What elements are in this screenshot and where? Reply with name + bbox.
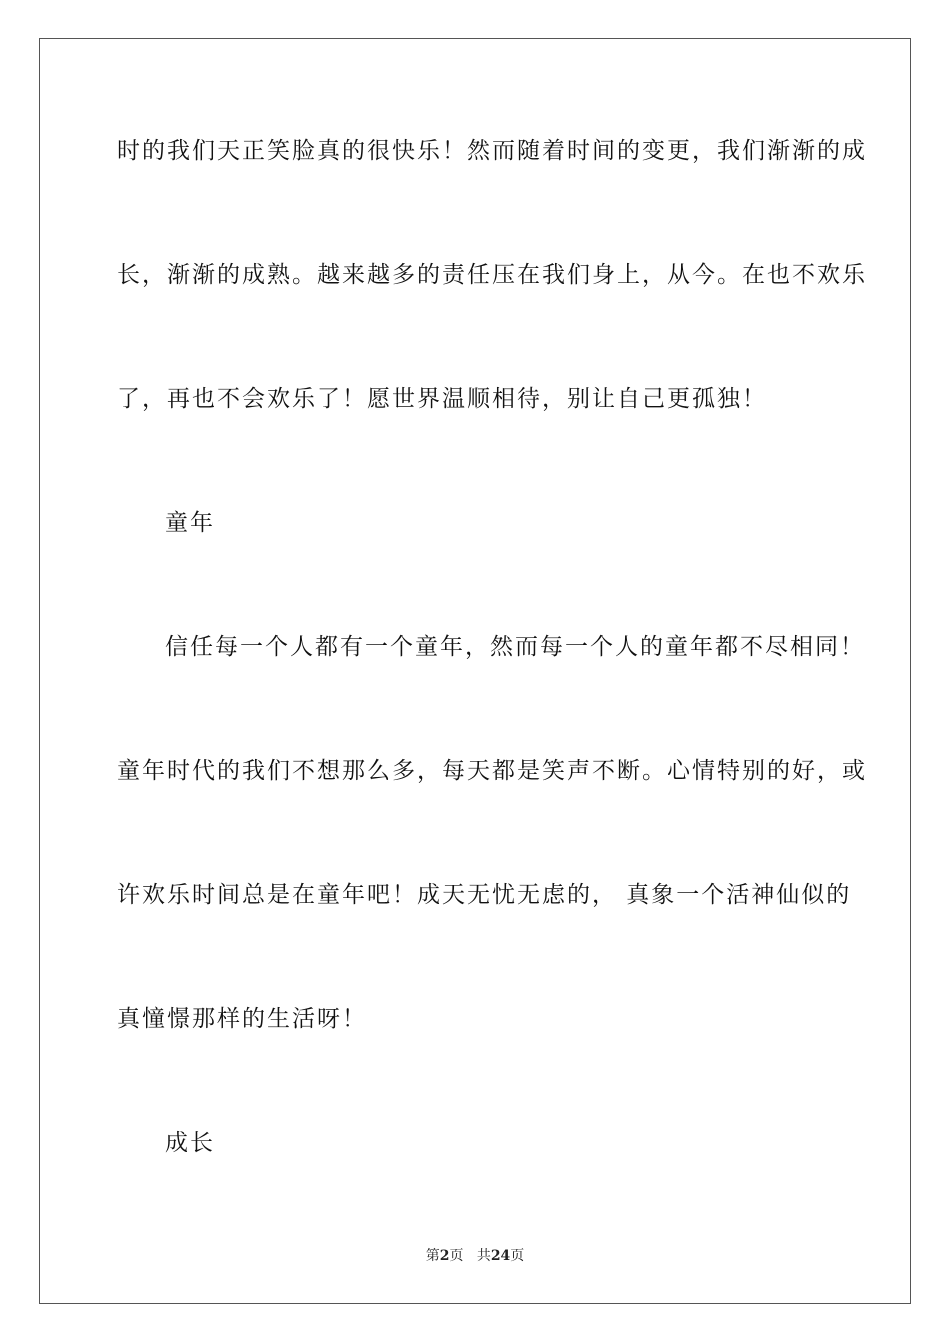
section-heading: 童年 [165,510,215,536]
total-pages: 24 [490,1248,511,1264]
body-text-line: 信任每一个人都有一个童年，然而每一个人的童年都不尽相同！ [165,634,865,660]
page-label-prefix: 第 [425,1248,440,1264]
body-text-line: 长，渐渐的成熟。越来越多的责任压在我们身上，从今。在也不欢乐 [117,262,867,288]
body-text-line: 真憧憬那样的生活呀！ [117,1006,367,1032]
total-label-prefix: 共 [476,1248,491,1264]
page-border [39,38,911,1304]
body-text-line: 了，再也不会欢乐了！愿世界温顺相待，别让自己更孤独！ [117,386,767,412]
total-label-suffix: 页 [510,1248,525,1264]
body-text-line: 童年时代的我们不想那么多，每天都是笑声不断。心情特别的好，或 [117,758,867,784]
page-number: 2 [439,1248,450,1264]
section-heading: 成长 [165,1130,215,1156]
body-text-line: 时的我们天正笑脸真的很快乐！然而随着时间的变更，我们渐渐的成 [117,138,867,164]
page-footer [0,1246,950,1266]
body-text-line: 许欢乐时间总是在童年吧！成天无忧无虑的， 真象一个活神仙似的 [117,882,852,908]
page-label-suffix: 页 [449,1248,464,1264]
